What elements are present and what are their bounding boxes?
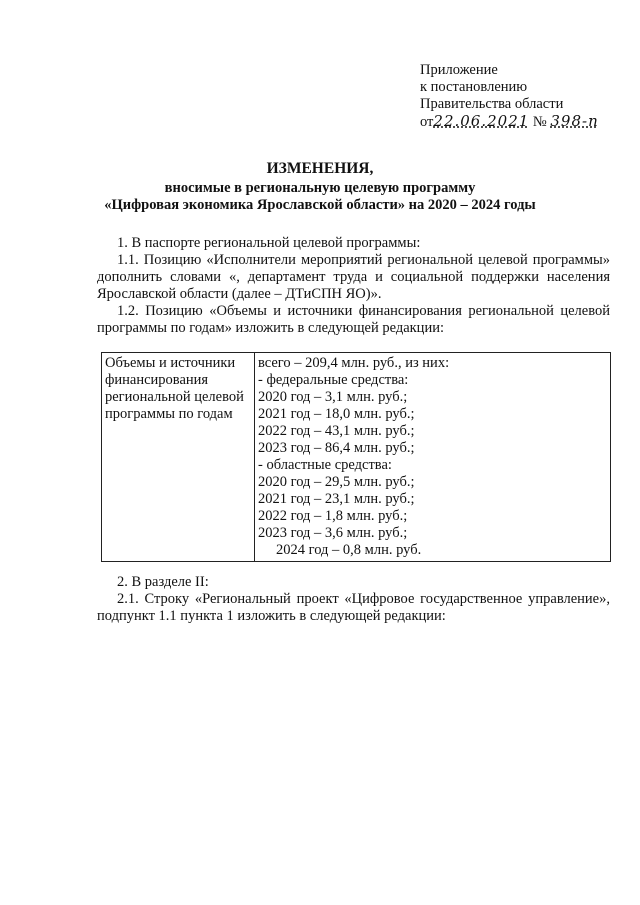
title-subtitle-2: «Цифровая экономика Ярославской области» на 2020 – 2024 годы (104, 197, 536, 213)
financing-label-cell: Объемы и источники финансирования региональной целевой программы по годам (102, 353, 255, 562)
financing-line: 2023 год – 3,6 млн. руб.; (258, 525, 408, 541)
title-heading: ИЗМЕНЕНИЯ, (266, 160, 374, 177)
appendix-line-3: Правительства области (420, 96, 564, 112)
financing-line: 2022 год – 43,1 млн. руб.; (258, 423, 415, 439)
title-subtitle-1: вносимые в региональную целевую программу (164, 180, 476, 196)
appendix-line-1: Приложение (420, 62, 498, 78)
financing-values-cell (255, 353, 611, 562)
paragraph-1-1: 1.1. Позицию «Исполнители мероприятий региональной целевой программы» дополнить словами «, департамент труда и социальной поддержки населения Ярославской области (далее – ДТиСПН ЯО)». (97, 252, 610, 302)
financing-line: 2021 год – 18,0 млн. руб.; (258, 406, 415, 422)
document-title (80, 160, 560, 214)
financing-line: всего – 209,4 млн. руб., из них: (258, 355, 450, 371)
appendix-header (420, 62, 620, 130)
paragraph-2: 2. В разделе II: (117, 574, 209, 590)
number-prefix: № (532, 114, 547, 130)
financing-line: 2021 год – 23,1 млн. руб.; (258, 491, 415, 507)
handwritten-number: 398-п (550, 112, 599, 130)
appendix-line-2: к постановлению (420, 79, 528, 95)
financing-line: 2020 год – 29,5 млн. руб.; (258, 474, 415, 490)
appendix-date-line (420, 113, 620, 130)
paragraph-1: 1. В паспорте региональной целевой программы: (117, 235, 421, 251)
financing-line: - федеральные средства: (258, 372, 409, 388)
financing-line: 2020 год – 3,1 млн. руб.; (258, 389, 408, 405)
financing-table (101, 352, 611, 562)
date-prefix: от (420, 114, 434, 130)
financing-line: - областные средства: (258, 457, 392, 473)
financing-line: 2022 год – 1,8 млн. руб.; (258, 508, 408, 524)
table-row (102, 353, 611, 562)
handwritten-date: 22.06.2021 (433, 112, 530, 130)
financing-line: 2023 год – 86,4 млн. руб.; (258, 440, 415, 456)
financing-line: 2024 год – 0,8 млн. руб. (276, 542, 422, 558)
paragraph-2-1: 2.1. Строку «Региональный проект «Цифровое государственное управление», подпункт 1.1 пункта 1 изложить в следующей редакции: (97, 591, 610, 624)
paragraph-1-2: 1.2. Позицию «Объемы и источники финансирования региональной целевой программы по годам» изложить в следующей редакции: (97, 303, 610, 336)
